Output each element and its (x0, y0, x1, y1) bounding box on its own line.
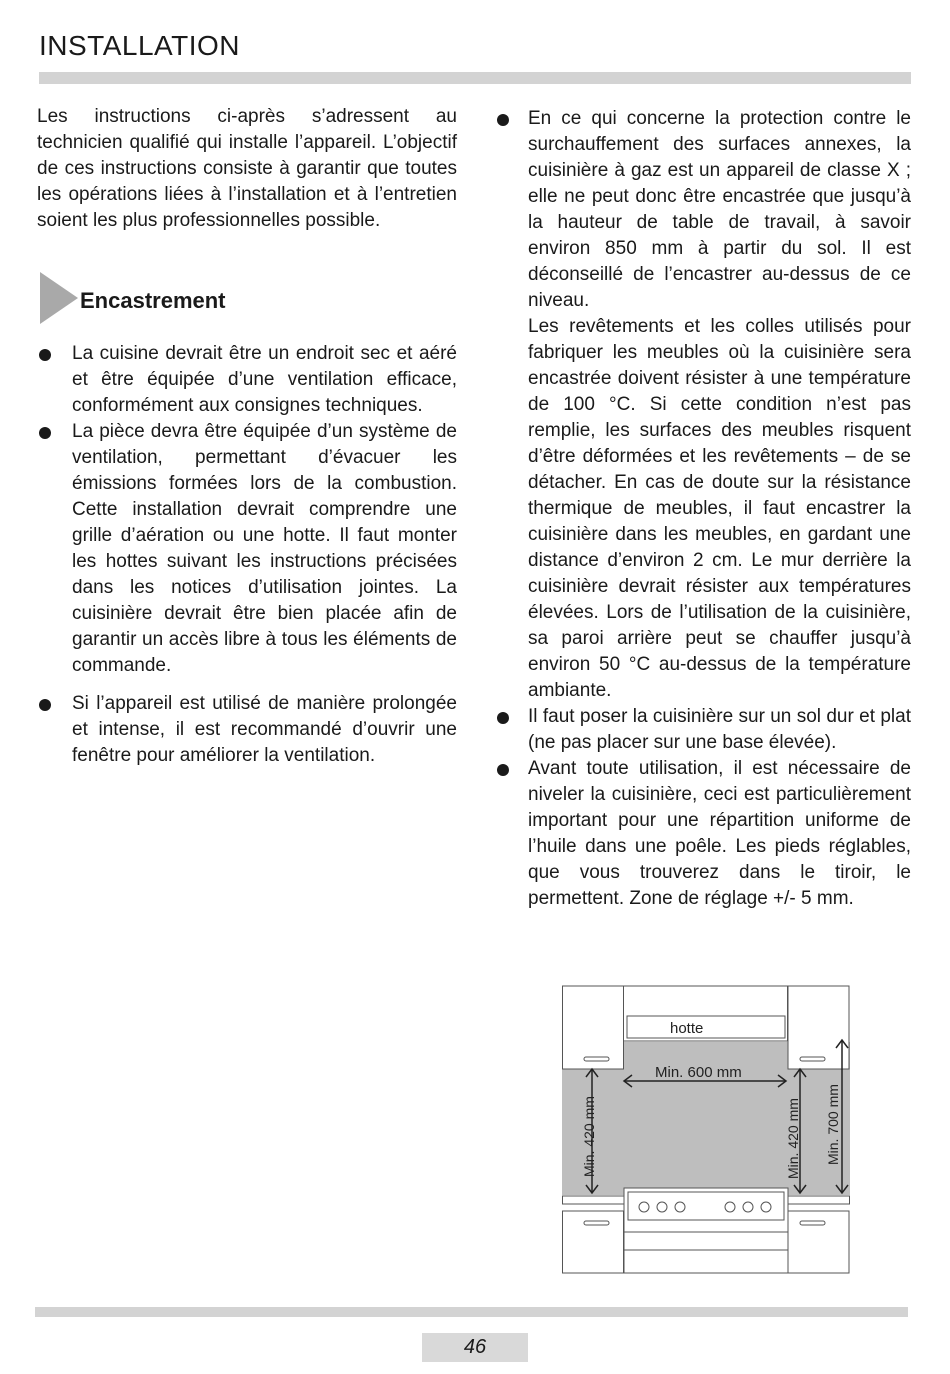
left-bullets (37, 341, 457, 769)
bullet-icon (497, 114, 509, 126)
list-item-text: La cuisine devrait être un endroit sec et aéré et être équipée d’une ventilation efficace, conformément aux consignes techniques. (72, 343, 457, 416)
list-item (37, 691, 457, 769)
list-item (497, 756, 911, 912)
right-height-label: Min. 420 mm (785, 1098, 801, 1179)
list-item-text: La pièce devra être équipée d’un système de ventilation, permettant d’évacuer les émissions formées lors de la combustion. Cette installation devrait comprendre une grille d’aération ou une hotte. Il faut monter les hottes suivant les instructions précisées dans les notices d’utilisation jointes. La cuisinière devrait être bien placée afin de garantir un accès libre à tous les éléments de commande. (72, 421, 457, 676)
list-item (497, 704, 911, 756)
section-heading (40, 272, 460, 324)
total-height-label: Min. 700 mm (825, 1084, 841, 1165)
list-item-text: Il faut poser la cuisinière sur un sol dur et plat (ne pas placer sur une base élevée). (528, 706, 911, 753)
knob-icon (743, 1202, 753, 1212)
list-item (497, 106, 911, 314)
knob-icon (675, 1202, 685, 1212)
list-item-text: Si l’appareil est utilisé de manière prolongée et intense, il est recommandé d’ouvrir une fenêtre pour améliorer la ventilation. (72, 693, 457, 766)
list-item-text: En ce qui concerne la protection contre le surchauffement des surfaces annexes, la cuisinière à gaz est un appareil de classe X ; elle ne peut donc être encastrée que jusqu’à la hauteur de table de travail, à savoir environ 850 mm à partir du sol. Il est déconseillé de l’encastrer au-dessus de ce niveau. (528, 108, 911, 311)
hood (627, 1016, 785, 1038)
cabinet-handle-icon (584, 1057, 609, 1061)
left-column (37, 104, 457, 234)
bullet-icon (39, 427, 51, 439)
knob-icon (725, 1202, 735, 1212)
page-number: 46 (422, 1333, 528, 1362)
list-item (37, 341, 457, 419)
right-column (497, 106, 911, 912)
triangle-marker-icon (40, 272, 78, 324)
knob-icon (761, 1202, 771, 1212)
section-title: Encastrement (80, 288, 226, 313)
knob-icon (639, 1202, 649, 1212)
cabinet-handle-icon (584, 1221, 609, 1225)
bullet-icon (39, 349, 51, 361)
knob-icon (657, 1202, 667, 1212)
list-item (37, 419, 457, 679)
bullet-icon (497, 712, 509, 724)
right-base-cabinet (788, 1211, 849, 1273)
left-base-cabinet (563, 1211, 624, 1273)
header-rule (39, 72, 911, 84)
installation-diagram (562, 985, 852, 1275)
left-height-label: Min. 420 mm (581, 1096, 597, 1177)
list-item-text: Avant toute utilisation, il est nécessaire de niveler la cuisinière, ceci est particulièrement important pour une répartition uniforme de l’huile dans une poêle. Les pieds réglables, que vous trouverez dans le tiroir, le permettent. Zone de réglage +/- 5 mm. (528, 758, 911, 909)
width-label: Min. 600 mm (655, 1064, 742, 1081)
cabinet-handle-icon (800, 1221, 825, 1225)
bullet-icon (497, 764, 509, 776)
intro-paragraph: Les instructions ci-après s’adressent au technicien qualifié qui installe l’appareil. L’objectif de ces instructions consiste à garantir que toutes les opérations liées à l’installation et à l’entretien soient les plus professionnelles possible. (37, 106, 457, 231)
body-paragraph: Les revêtements et les colles utilisés pour fabriquer les meubles où la cuisinière sera encastrée doivent résister à une température de 100 °C. Si cette condition n’est pas remplie, les surfaces des meubles risquent d’être déformées et les revêtements – de se détacher. En cas de doute sur la résistance thermique de meubles, il faut encastrer la cuisinière dans les meubles, en gardant une distance d’environ 2 cm. Le mur derrière la cuisinière devrait résister aux températures élevées. Lors de l’utilisation de la cuisinière, sa paroi arrière peut se chauffer jusqu’à environ 50 °C au-dessus de la température ambiante. (528, 316, 911, 701)
page-title: INSTALLATION (39, 30, 241, 61)
hood-label: hotte (670, 1020, 704, 1037)
bullet-icon (39, 699, 51, 711)
cabinet-handle-icon (800, 1057, 825, 1061)
footer-rule (35, 1307, 908, 1317)
